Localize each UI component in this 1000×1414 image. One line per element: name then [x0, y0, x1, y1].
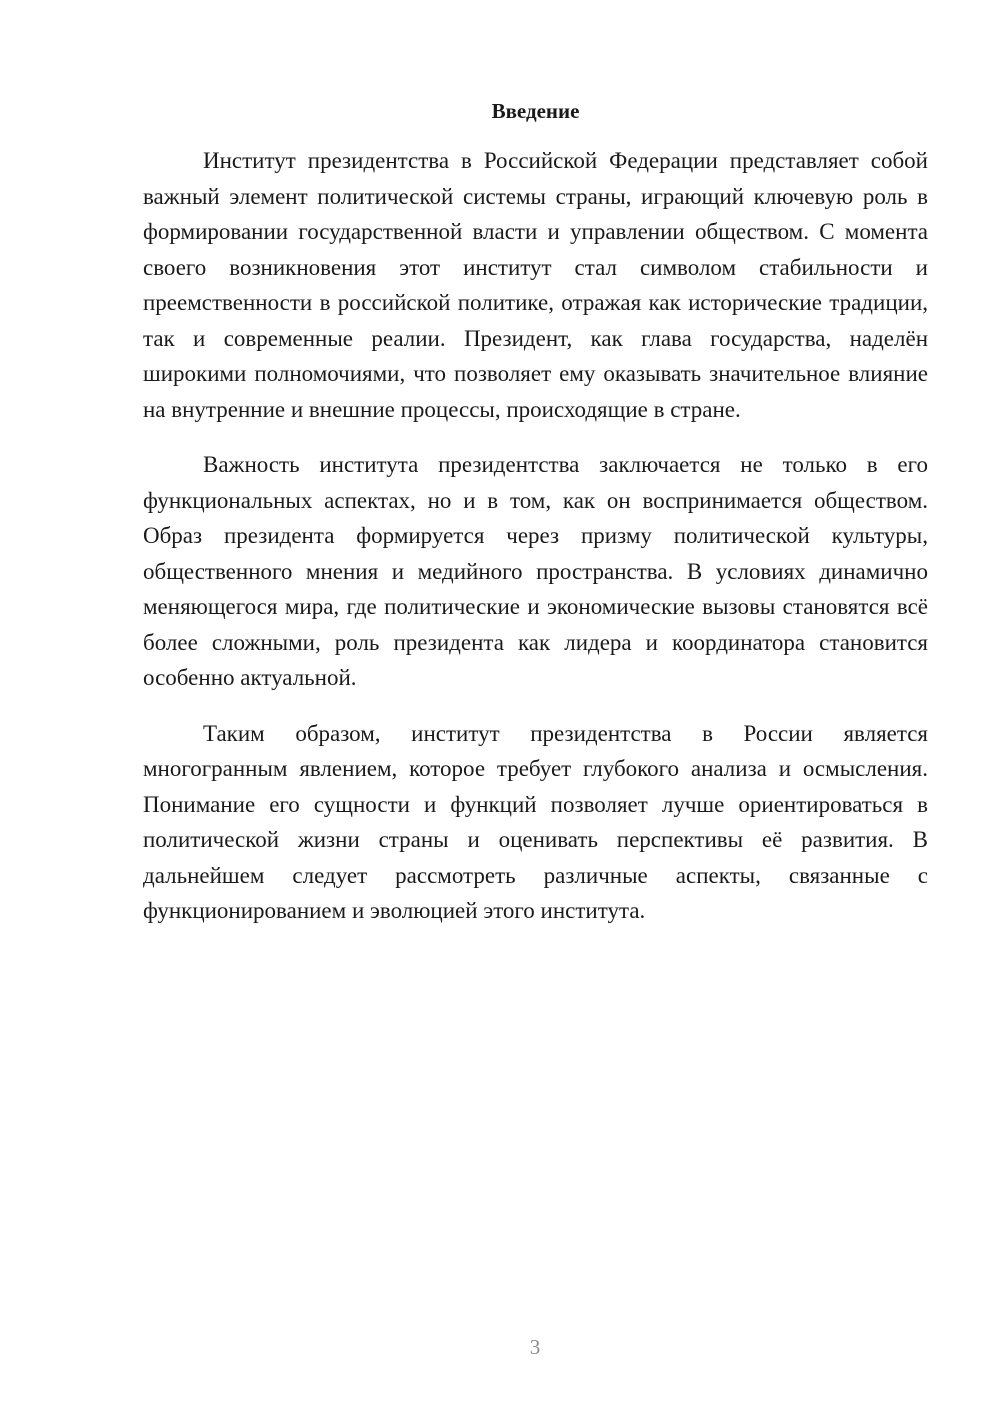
- paragraph-3: Таким образом, институт президентства в России является многогранным явлением, которое требует глубокого анализа и осмысления. Понимание его сущности и функций позволяет лучше ориентироваться в политической жизни страны и оценивать перспективы её развития. В дальнейшем следует рассмотреть различные аспекты, связанные с функционированием и эволюцией этого института.: [143, 720, 928, 923]
- body-text: [143, 143, 928, 949]
- section-heading: Введение: [491, 99, 580, 123]
- page-number: 3: [529, 1335, 541, 1359]
- paragraph-2: Важность института президентства заключается не только в его функциональных аспектах, но и в том, как он воспринимается обществом. Образ президента формируется через призму политической культуры, общественного мнения и медийного пространства. В условиях динамично меняющегося мира, где политические и экономические вызовы становятся всё более сложными, роль президента как лидера и координатора становится особенно актуальной.: [143, 452, 928, 690]
- paragraph-1: Институт президентства в Российской Федерации представляет собой важный элемент политической системы страны, играющий ключевую роль в формировании государственной власти и управлении обществом. С момента своего возникновения этот институт стал символом стабильности и преемственности в российской политике, отражая как исторические традиции, так и современные реалии. Президент, как глава государства, наделён широкими полномочиями, что позволяет ему оказывать значительное влияние на внутренние и внешние процессы, происходящие в стране.: [143, 148, 928, 422]
